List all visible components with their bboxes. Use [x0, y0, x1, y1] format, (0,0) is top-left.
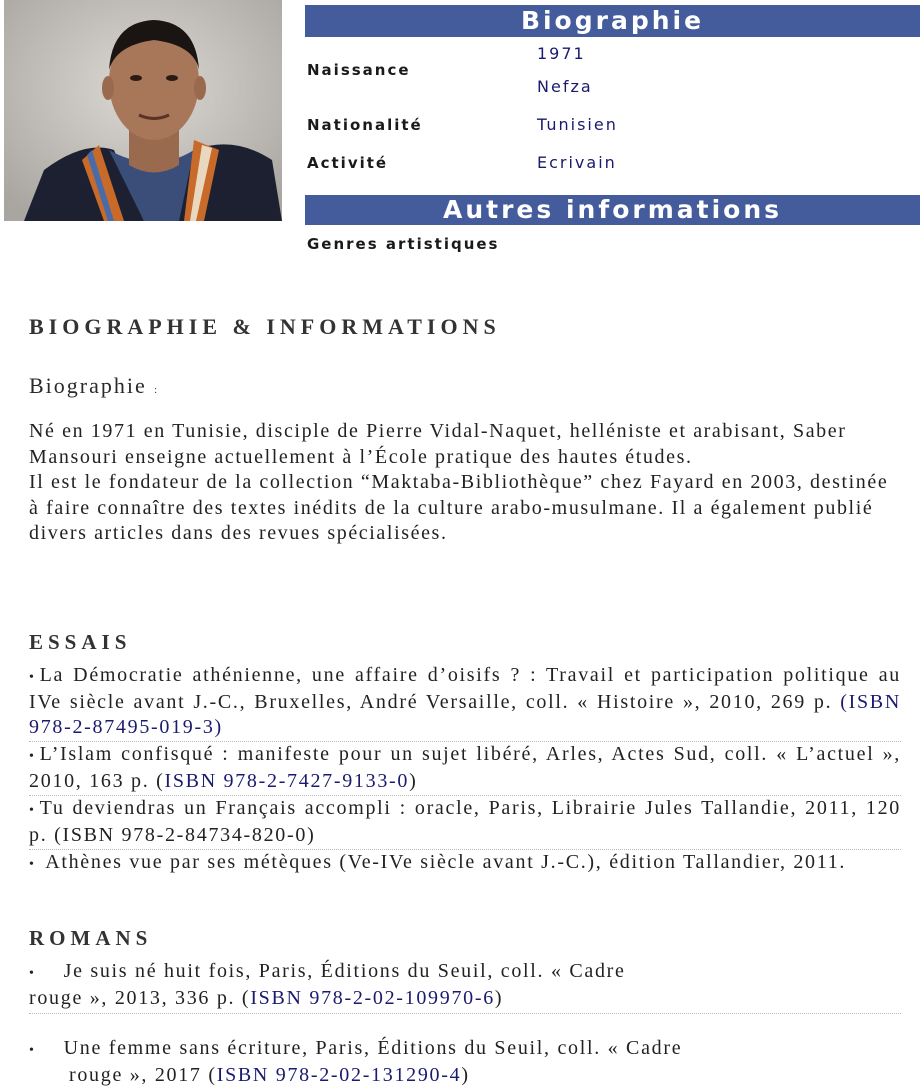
- bio-paragraphs: [29, 419, 891, 547]
- roman-2-line1: Une femme sans écriture, Paris, Éditions du Seuil, coll. « Cadre: [63, 1037, 683, 1059]
- bullet-icon: •: [29, 857, 36, 872]
- activite-label: Activité: [307, 154, 389, 172]
- bio-heading-colon: :: [154, 385, 160, 396]
- naissance-year: 1971: [537, 44, 586, 63]
- list-item: [29, 959, 901, 1014]
- list-item: [29, 742, 901, 796]
- essai-2-tail: ): [409, 770, 418, 792]
- list-item: [29, 796, 901, 850]
- bullet-icon: •: [29, 1043, 36, 1058]
- bullet-icon: •: [29, 749, 36, 764]
- roman-1-isbn-link[interactable]: ISBN 978-2-02-109970-6: [250, 987, 495, 1009]
- infobox-autres-header: Autres informations: [305, 195, 920, 225]
- genres-label: Genres artistiques: [307, 235, 500, 253]
- roman-1-line1-row: [29, 959, 901, 986]
- essais-list: [29, 663, 901, 878]
- roman-1-line2: rouge », 2013, 336 p. (: [29, 987, 251, 1009]
- bullet-icon: •: [29, 966, 36, 981]
- activite-value: Ecrivain: [537, 153, 617, 172]
- essais-heading: ESSAIS: [29, 630, 132, 654]
- roman-1-line2-row: [29, 986, 901, 1011]
- romans-heading: ROMANS: [29, 926, 153, 950]
- roman-1-tail: ): [494, 987, 504, 1009]
- main-heading: BIOGRAPHIE & INFORMATIONS: [29, 314, 501, 339]
- bio-heading: [29, 373, 159, 399]
- bullet-icon: •: [29, 803, 36, 818]
- bio-heading-text: Biographie: [29, 373, 147, 398]
- roman-2-line2-row: [29, 1063, 901, 1088]
- essai-3-text: Tu deviendras un Français accompli : oracle, Paris, Librairie Jules Tallandie, 2011, 120 p. (ISBN 978-2-84734-820-0): [29, 797, 901, 846]
- nationalite-label: Nationalité: [307, 116, 423, 134]
- essai-1-isbn-link[interactable]: (ISBN 978-2-87495-019-3): [29, 691, 901, 738]
- roman-1-line1: Je suis né huit fois, Paris, Éditions du Seuil, coll. « Cadre: [63, 960, 626, 982]
- essai-2-isbn-link[interactable]: ISBN 978-2-7427-9133-0: [164, 770, 410, 792]
- list-item: [29, 663, 901, 742]
- list-item: [29, 1036, 901, 1088]
- nationalite-value: Tunisien: [537, 115, 618, 134]
- roman-2-line2: rouge », 2017 (: [69, 1064, 217, 1086]
- essai-4-text: Athènes vue par ses métèques (Ve-IVe siècle avant J.-C.), édition Tallandier, 2011.: [39, 851, 847, 873]
- roman-2-line1-row: [29, 1036, 901, 1063]
- essai-1-text: La Démocratie athénienne, une affaire d’oisifs ? : Travail et participation politique au IVe siècle avant J.-C., Bruxelles, André Versaille, coll. « Histoire », 2010, 269 p.: [29, 664, 901, 713]
- roman-2-isbn-link[interactable]: ISBN 978-2-02-131290-4: [216, 1064, 462, 1086]
- naissance-label: Naissance: [307, 61, 411, 79]
- romans-list: [29, 959, 901, 1088]
- bio-paragraph-2: Il est le fondateur de la collection “Maktaba-Bibliothèque” chez Fayard en 2003, destinée à faire connaître des textes inédits de la culture arabo-musulmane. Il a également publié divers articles dans des revues spécialisées.: [29, 471, 889, 544]
- roman-2-tail: ): [461, 1064, 470, 1086]
- essai-2-text: L’Islam confisqué : manifeste pour un sujet libéré, Arles, Actes Sud, coll. « L’actuel », 2010, 163 p. (: [29, 743, 901, 792]
- infobox-biographie-header: Biographie: [305, 5, 920, 37]
- bullet-icon: •: [29, 670, 36, 685]
- list-item: [29, 850, 901, 878]
- author-photo: [4, 0, 282, 221]
- naissance-place: Nefza: [537, 77, 593, 96]
- bio-paragraph-1: Né en 1971 en Tunisie, disciple de Pierre Vidal-Naquet, helléniste et arabisant, Saber Mansouri enseigne actuellement à l’École pratique des hautes études.: [29, 420, 847, 468]
